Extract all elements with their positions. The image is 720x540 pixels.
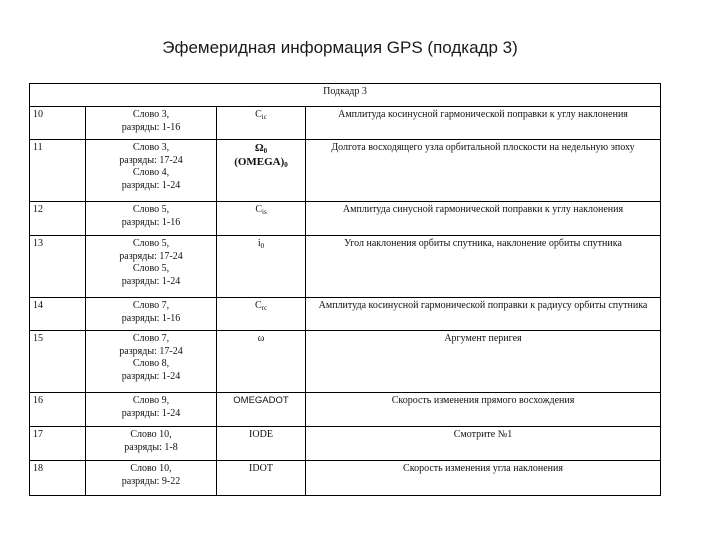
param-line <box>220 142 302 156</box>
row-number: 12 <box>30 202 86 236</box>
description-cell: Амплитуда косинусной гармонической поправки к углу наклонения <box>306 107 661 140</box>
word-line: разряды: 17-24 <box>119 250 183 262</box>
description-cell: Долгота восходящего узла орбитальной плоскости на недельную эпоху <box>306 140 661 202</box>
word-bits-cell <box>86 427 217 461</box>
parameter-cell <box>217 236 306 298</box>
param-symbol: C <box>255 109 262 120</box>
word-line: Слово 10, <box>130 429 172 440</box>
param-symbol: ω <box>257 333 265 344</box>
word-line: разряды: 1-24 <box>121 275 181 287</box>
word-line: разряды: 1-16 <box>121 312 181 324</box>
param-name: (OMEGA) <box>234 155 285 168</box>
word-line: Слово 9, <box>132 395 170 406</box>
word-bits-cell <box>86 236 217 298</box>
description-cell: Аргумент перигея <box>306 331 661 393</box>
word-line: Слово 7, <box>132 300 170 311</box>
word-line: Слово 10, <box>130 463 172 474</box>
row-number: 14 <box>30 298 86 331</box>
word-line: разряды: 17-24 <box>119 345 183 357</box>
description-cell: Угол наклонения орбиты спутника, наклонение орбиты спутника <box>306 236 661 298</box>
word-bits-cell <box>86 140 217 202</box>
table-caption-row <box>30 84 661 107</box>
param-symbol: C <box>255 204 262 215</box>
parameter-cell: OMEGADOT <box>217 393 306 427</box>
description-cell: Амплитуда синусной гармонической поправки к углу наклонения <box>306 202 661 236</box>
word-bits-cell <box>86 298 217 331</box>
parameter-cell <box>217 331 306 393</box>
word-line: разряды: 1-16 <box>121 121 181 133</box>
row-number: 11 <box>30 140 86 202</box>
word-line: разряды: 17-24 <box>119 154 183 166</box>
row-number: 16 <box>30 393 86 427</box>
word-line: Слово 5, <box>132 263 170 274</box>
param-subscript: 0 <box>284 160 288 169</box>
word-line: разряды: 1-24 <box>121 370 181 382</box>
parameter-cell: IODE <box>217 427 306 461</box>
parameter-cell <box>217 298 306 331</box>
parameter-cell <box>217 140 306 202</box>
table-row <box>30 393 661 427</box>
word-line: Слово 3, <box>132 109 170 120</box>
word-bits-cell <box>86 461 217 496</box>
description-cell: Амплитуда косинусной гармонической поправки к радиусу орбиты спутника <box>306 298 661 331</box>
description-cell: Смотрите №1 <box>306 427 661 461</box>
table-row <box>30 461 661 496</box>
param-symbol: Ω <box>254 142 264 154</box>
param-line <box>220 156 302 170</box>
word-line: Слово 5, <box>132 238 170 249</box>
word-line: разряды: 1-16 <box>121 216 181 228</box>
param-subscript: rc <box>261 304 268 312</box>
row-number: 13 <box>30 236 86 298</box>
word-bits-cell <box>86 331 217 393</box>
param-subscript: 0 <box>263 147 268 155</box>
table-caption: Подкадр 3 <box>30 84 661 107</box>
param-subscript: 0 <box>260 242 265 250</box>
word-line: разряды: 1-24 <box>121 407 181 419</box>
word-line: Слово 5, <box>132 204 170 215</box>
table-row <box>30 427 661 461</box>
param-symbol: i <box>257 238 261 249</box>
word-line: Слово 7, <box>132 333 170 344</box>
word-bits-cell <box>86 107 217 140</box>
param-subscript: is <box>262 208 267 216</box>
parameter-cell: IDOT <box>217 461 306 496</box>
table-row <box>30 331 661 393</box>
word-line: Слово 4, <box>132 167 170 178</box>
parameter-cell <box>217 107 306 140</box>
table-row <box>30 202 661 236</box>
word-line: разряды: 1-24 <box>121 179 181 191</box>
ephemeris-table <box>29 83 661 496</box>
word-line: разряды: 1-8 <box>124 441 178 453</box>
table-row <box>30 140 661 202</box>
word-line: Слово 3, <box>132 142 170 153</box>
word-line: разряды: 9-22 <box>121 475 181 487</box>
word-bits-cell <box>86 393 217 427</box>
row-number: 15 <box>30 331 86 393</box>
description-cell: Скорость изменения прямого восхождения <box>306 393 661 427</box>
page-title: Эфемеридная информация GPS (подкадр 3) <box>162 38 518 57</box>
param-symbol: C <box>254 300 262 311</box>
row-number: 18 <box>30 461 86 496</box>
row-number: 17 <box>30 427 86 461</box>
word-line: Слово 8, <box>132 358 170 369</box>
param-subscript: ic <box>261 113 267 121</box>
description-cell: Скорость изменения угла наклонения <box>306 461 661 496</box>
row-number: 10 <box>30 107 86 140</box>
table-row <box>30 236 661 298</box>
table-row <box>30 298 661 331</box>
word-bits-cell <box>86 202 217 236</box>
parameter-cell <box>217 202 306 236</box>
table-row <box>30 107 661 140</box>
